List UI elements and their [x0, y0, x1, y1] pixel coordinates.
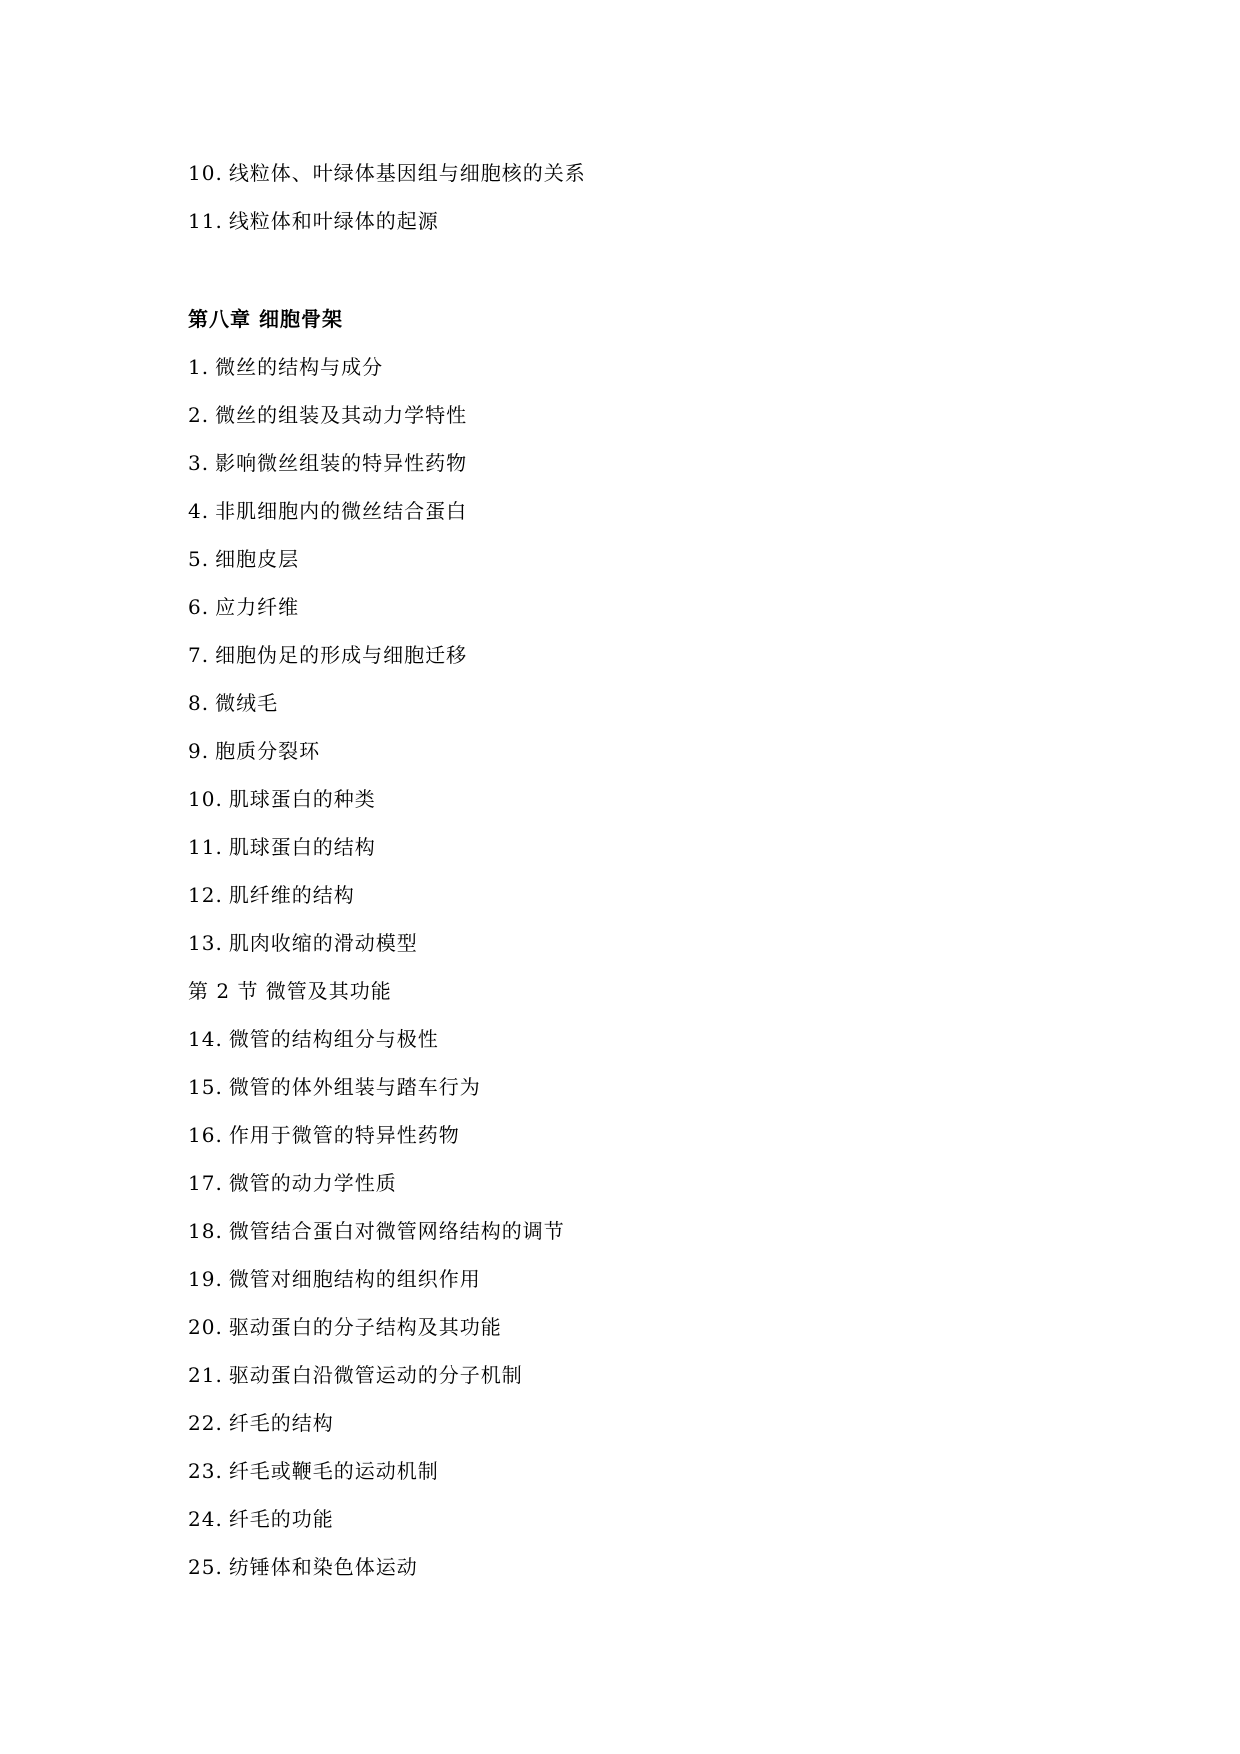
list-item	[188, 738, 320, 764]
item-text: 驱动蛋白的分子结构及其功能	[228, 1315, 502, 1339]
list-item	[188, 786, 376, 812]
item-text: 微管对细胞结构的组织作用	[228, 1267, 481, 1291]
item-number: 2.	[188, 403, 210, 427]
list-item	[188, 1170, 397, 1196]
list-item	[188, 1410, 334, 1436]
item-number: 18.	[188, 1219, 223, 1243]
list-item	[188, 1026, 439, 1052]
item-number: 21.	[188, 1363, 223, 1387]
item-number: 3.	[188, 451, 210, 475]
item-number: 12.	[188, 883, 223, 907]
item-text: 纤毛或鞭毛的运动机制	[228, 1459, 439, 1483]
item-text: 细胞皮层	[215, 547, 300, 571]
section-heading: 第 2 节 微管及其功能	[188, 979, 392, 1003]
item-text: 肌球蛋白的种类	[228, 787, 376, 811]
item-text: 驱动蛋白沿微管运动的分子机制	[228, 1363, 523, 1387]
item-text: 影响微丝组装的特异性药物	[215, 451, 468, 475]
item-number: 20.	[188, 1315, 223, 1339]
list-item	[188, 882, 355, 908]
list-item	[188, 160, 586, 186]
item-number: 25.	[188, 1555, 223, 1579]
item-text: 细胞伪足的形成与细胞迁移	[215, 643, 468, 667]
list-item	[188, 1506, 334, 1532]
item-text: 微丝的组装及其动力学特性	[215, 403, 468, 427]
list-item	[188, 594, 299, 620]
list-item	[188, 1554, 418, 1580]
item-text: 微管的结构组分与极性	[228, 1027, 439, 1051]
item-text: 作用于微管的特异性药物	[228, 1123, 460, 1147]
item-text: 非肌细胞内的微丝结合蛋白	[215, 499, 468, 523]
list-item	[188, 1362, 523, 1388]
item-number: 6.	[188, 595, 210, 619]
item-number: 16.	[188, 1123, 223, 1147]
list-item	[188, 498, 467, 524]
item-number: 22.	[188, 1411, 223, 1435]
item-number: 14.	[188, 1027, 223, 1051]
list-item	[188, 690, 278, 716]
list-item	[188, 450, 467, 476]
item-text: 纤毛的结构	[228, 1411, 334, 1435]
list-item	[188, 834, 376, 860]
item-number: 19.	[188, 1267, 223, 1291]
item-text: 肌肉收缩的滑动模型	[228, 931, 418, 955]
item-text: 肌纤维的结构	[228, 883, 355, 907]
item-number: 8.	[188, 691, 210, 715]
item-text: 微管的体外组装与踏车行为	[228, 1075, 481, 1099]
item-text: 微管的动力学性质	[228, 1171, 397, 1195]
item-number: 13.	[188, 931, 223, 955]
list-item	[188, 1266, 481, 1292]
list-item	[188, 402, 467, 428]
list-item	[188, 1458, 439, 1484]
item-text: 应力纤维	[215, 595, 300, 619]
item-number: 1.	[188, 355, 210, 379]
item-text: 微丝的结构与成分	[215, 355, 384, 379]
item-number: 17.	[188, 1171, 223, 1195]
item-number: 10.	[188, 787, 223, 811]
item-number: 5.	[188, 547, 210, 571]
list-item	[188, 642, 467, 668]
item-number: 15.	[188, 1075, 223, 1099]
list-item	[188, 1122, 460, 1148]
item-number: 11.	[188, 835, 223, 859]
item-text: 肌球蛋白的结构	[228, 835, 376, 859]
item-number: 23.	[188, 1459, 223, 1483]
item-number: 4.	[188, 499, 210, 523]
item-number: 9.	[188, 739, 210, 763]
item-number: 7.	[188, 643, 210, 667]
list-item	[188, 546, 299, 572]
item-number: 11.	[188, 209, 223, 233]
item-text: 胞质分裂环	[215, 739, 321, 763]
list-item	[188, 354, 383, 380]
list-item	[188, 1314, 502, 1340]
item-text: 线粒体和叶绿体的起源	[228, 209, 439, 233]
chapter-heading: 第八章 细胞骨架	[188, 307, 343, 331]
item-text: 线粒体、叶绿体基因组与细胞核的关系	[228, 161, 586, 185]
list-item	[188, 1074, 481, 1100]
item-text: 微绒毛	[215, 691, 279, 715]
item-text: 微管结合蛋白对微管网络结构的调节	[228, 1219, 565, 1243]
list-item	[188, 930, 418, 956]
item-text: 纺锤体和染色体运动	[228, 1555, 418, 1579]
item-text: 纤毛的功能	[228, 1507, 334, 1531]
item-number: 24.	[188, 1507, 223, 1531]
list-item	[188, 208, 439, 234]
item-number: 10.	[188, 161, 223, 185]
list-item	[188, 1218, 565, 1244]
